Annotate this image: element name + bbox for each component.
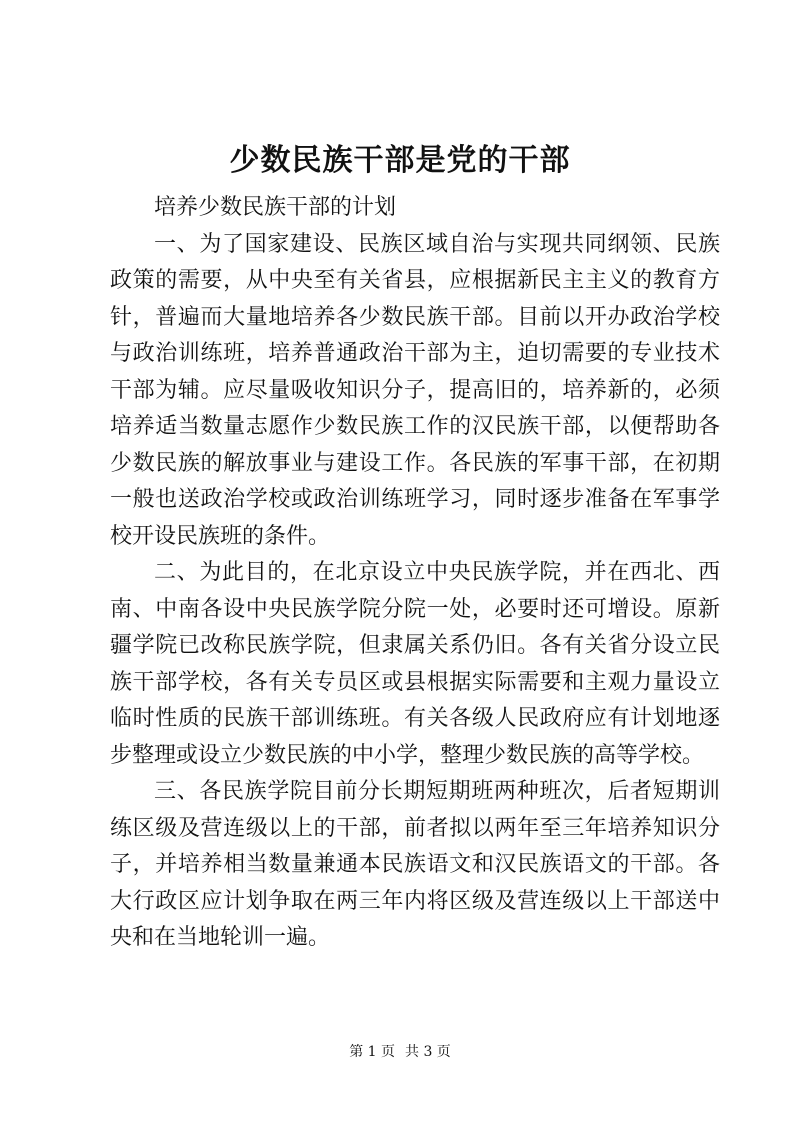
page-footer <box>0 1040 800 1064</box>
document-title: 少数民族干部是党的干部 <box>229 143 571 178</box>
section-heading: 培养少数民族干部的计划 <box>154 195 397 220</box>
paragraph-3: 三、各民族学院目前分长期短期班两种班次，后者短期训练区级及营连级以上的干部，前者拟以两年至三年培养知识分子，并培养相当数量兼通本民族语文和汉民族语文的干部。各大行政区应计划争取在两三年内将区级及营连级以上干部送中央和在当地轮训一遍。 <box>110 779 720 950</box>
page-number: 第 1 页 <box>349 1044 395 1060</box>
page-total: 共 3 页 <box>405 1044 451 1060</box>
document-body <box>110 190 720 957</box>
paragraph-2: 二、为此目的，在北京设立中央民族学院，并在西北、西南、中南各设中央民族学院分院一处，必要时还可增设。原新疆学院已改称民族学院，但隶属关系仍旧。各有关省分设立民族干部学校，各有关专员区或县根据实际需要和主观力量设立临时性质的民族干部训练班。有关各级人民政府应有计划地逐步整理或设立少数民族的中小学，整理少数民族的高等学校。 <box>110 560 720 768</box>
paragraph-1: 一、为了国家建设、民族区域自治与实现共同纲领、民族政策的需要，从中央至有关省县，应根据新民主主义的教育方针，普遍而大量地培养各少数民族干部。目前以开办政治学校与政治训练班，培养普通政治干部为主，迫切需要的专业技术干部为辅。应尽量吸收知识分子，提高旧的，培养新的，必须培养适当数量志愿作少数民族工作的汉民族干部，以便帮助各少数民族的解放事业与建设工作。各民族的军事干部，在初期一般也送政治学校或政治训练班学习，同时逐步准备在军事学校开设民族班的条件。 <box>110 231 720 549</box>
